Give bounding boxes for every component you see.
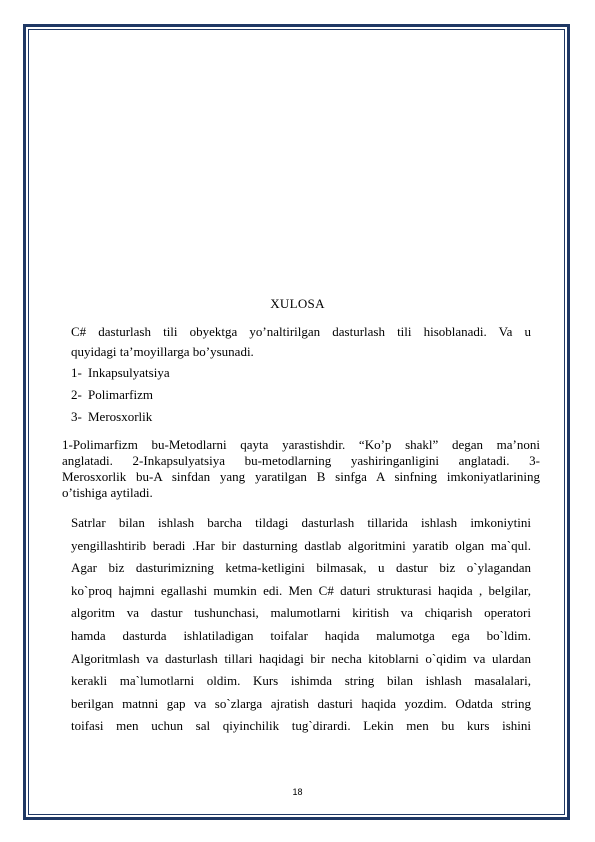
paragraph-line: hamda dasturda ishlatiladigan toifalar haqida malumotga ega bo`ldim.	[71, 627, 531, 643]
section-title: XULOSA	[270, 296, 325, 311]
paragraph-line: algoritm va dastur tushunchasi, malumotlarni kiritish va chiqarish operatori	[71, 605, 531, 621]
paragraph-line: kerakli ma`lumotlarni oldim. Kurs ishimda string bilan ishlash masalalari,	[71, 673, 531, 689]
paragraph-line: toifasi men uchun sal qiyinchilik tug`dirardi. Lekin men bu kurs ishini	[71, 718, 531, 734]
list-item-text: Polimarfizm	[88, 387, 153, 402]
paragraph-line: Agar biz dasturimizning ketma-ketligini bilmasak, u dastur biz o`ylagandan	[71, 560, 531, 576]
paragraph-line: o’tishiga aytiladi.	[62, 485, 153, 500]
intro-line: quyidagi ta’moyillarga bo’ysunadi.	[71, 344, 254, 359]
list-item-number: 2-	[71, 387, 82, 402]
paragraph-line: berilgan matnni gap va so`zlarga ajratish dasturi haqida yozdim. Odatda string	[71, 695, 531, 711]
paragraph-line: 1-Polimarfizm bu-Metodlarni qayta yarastishdir. “Ko’p shakl” degan ma’noni	[62, 437, 540, 452]
list-item-number: 1-	[71, 365, 82, 380]
paragraph-line: ko`proq hajmni egallashi mumkin edi. Men C# daturi strukturasi haqida , belgilar,	[71, 582, 531, 598]
paragraph-line: yengillashtirib beradi .Har bir dasturning dastlab algoritmini yaratib olgan ma`qul.	[71, 537, 531, 553]
paragraph-line: Algoritmlash va dasturlash tillari haqidagi bir necha kitoblarni o`qidim va ulardan	[71, 650, 531, 666]
intro-line: C# dasturlash tili obyektga yo’naltirilgan dasturlash tili hisoblanadi. Va u	[71, 324, 531, 339]
list-item-number: 3-	[71, 409, 82, 424]
list-item-text: Inkapsulyatsiya	[88, 365, 170, 380]
paragraph-line: Satrlar bilan ishlash barcha tildagi dasturlash tillarida ishlash imkoniytini	[71, 515, 531, 530]
intro-paragraph	[71, 322, 531, 362]
list-item	[71, 362, 531, 384]
page-number: 18	[292, 787, 303, 797]
definitions-paragraph	[62, 437, 540, 501]
paragraph-line: anglatadi. 2-Inkapsulyatsiya bu-metodlarning yashiringanligini anglatadi. 3-	[62, 453, 540, 468]
list-item	[71, 384, 531, 406]
principles-list	[71, 362, 531, 428]
paragraph-line: Merosxorlik bu-A sinfdan yang yaratilgan B sinfga A sinfning imkoniyatlarining	[62, 469, 540, 484]
list-item-text: Merosxorlik	[88, 409, 153, 424]
conclusion-paragraph	[71, 512, 531, 738]
list-item	[71, 406, 531, 428]
